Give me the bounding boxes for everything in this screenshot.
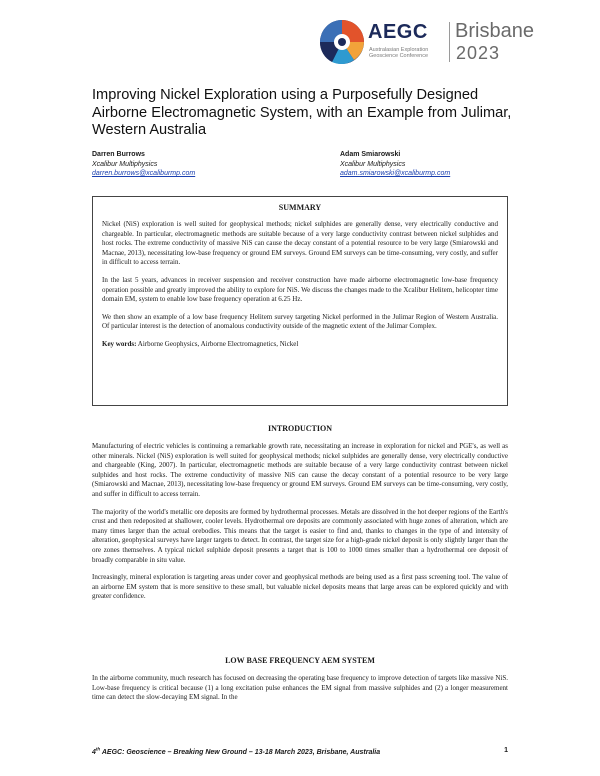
summary-box	[92, 196, 508, 406]
logo-year: 2023	[456, 43, 501, 63]
body-paragraph: Manufacturing of electric vehicles is continuing a remarkable growth rate, necessitating an increase in exploration for nickel and PGE's, as well as other minerals. Nickel (NiS) exploration is well suited for geophysical methods; nickel sulphides are generally dense, very electrically conductive and chargeable (King, 2007). In particular, electromagnetic methods are suitable because of a very large conductivity contrast between nickel sulphides and host rocks. The extreme conductivity of massive NiS can cause the decay constant of a potential resource to be very large (Smiarowski and Macnae, 2013), necessitating low-base frequency or ground EM surveys. Ground EM surveys can be time-consuming, very costly, and suffer in difficult to access terrain.	[92, 442, 508, 498]
author-block	[340, 150, 450, 179]
logo-city: Brisbane	[455, 20, 534, 42]
summary-heading: SUMMARY	[278, 203, 322, 212]
keywords	[102, 340, 498, 350]
footer-conference: AEGC: Geoscience – Breaking New Ground – 13-18 March 2023, Brisbane, Australia	[100, 749, 381, 757]
keywords-list: Airborne Geophysics, Airborne Electromagnetics, Nickel	[136, 339, 299, 348]
footer-ordinal: 4	[92, 749, 96, 757]
aegc-globe-icon	[318, 18, 366, 66]
author-email-link[interactable]: darren.burrows@xcaliburmp.com	[92, 170, 196, 177]
page-footer	[92, 747, 508, 756]
body-paragraph: In the airborne community, much research has focused on decreasing the operating base frequency to improve detection of targets like massive NiS. Low-base frequency is critical because (1) a long excitation pulse enhances the EM signal from massive sulphides and (2) a longer measurement time can detect the slow-decaying EM signal. In the	[92, 674, 508, 702]
author-affiliation: Xcalibur Multiphysics	[340, 160, 406, 168]
page-number: 1	[504, 747, 508, 754]
summary-paragraph: We then show an example of a low base frequency Helitem survey targeting Nickel performed in the Julimar Region of Western Australia. Of particular interest is the detection of anomalous conductivity outside of the magnetic extent of the Julimar Complex.	[102, 312, 498, 331]
footer-ordinal-suffix: th	[95, 747, 101, 752]
conference-logo	[318, 18, 534, 70]
summary-paragraph: In the last 5 years, advances in receiver suspension and receiver construction have made airborne electromagnetic low-base frequency operation possible and greatly improved the ability to explore for NiS. We discuss the changes made to the Xcalibur Helitem, helicopter time domain EM, system to enable low base frequency operation at 6.25 Hz.	[102, 275, 498, 304]
body-paragraph: Increasingly, mineral exploration is targeting areas under cover and geophysical methods are being used as a first pass screening tool. The value of an airborne EM system that is more sensitive to these small, but valuable nickel deposits means that large areas can be explored quickly and with greater confidence.	[92, 573, 508, 601]
footer-text	[92, 749, 380, 756]
body-paragraph: The majority of the world's metallic ore deposits are formed by hydrothermal processes. Metals are dissolved in the hot deeper regions of the Earth's crust and then redeposited at shallower, cooler levels. Hydrothermal ore deposits are commonly associated with huge zones of alteration, which are many times larger than the actual orebodies. This means that the target is easier to find and, thanks to changes in the type of and intensity of alteration, geophysical surveys have larger targets to detect. In contrast, the target size for a high-grade nickel deposit is only slightly larger than the ore zones themselves. A typical nickel sulphide deposit presents a target that is 100 to 1000 times smaller than a hydrothermal ore deposit of broadly comparable in situ value.	[92, 507, 508, 564]
logo-tagline-1: Australasian Exploration	[369, 47, 429, 53]
summary-paragraph: Nickel (NiS) exploration is well suited for geophysical methods; nickel sulphides are generally dense, very electrically conductive and chargeable. In particular, electromagnetic methods are suitable because of a very large conductivity contrast between nickel sulphides and host rocks. The extreme conductivity of massive NiS can cause the decay constant of a potential resource to be very large (Smiarowski and Macnae, 2013), necessitating low-base frequency or ground EM surveys. Ground EM surveys can be time-consuming, very costly, and suffer in difficult to access terrain.	[102, 220, 498, 267]
low-base-heading: LOW BASE FREQUENCY AEM SYSTEM	[225, 656, 375, 665]
author-affiliation: Xcalibur Multiphysics	[92, 160, 158, 168]
author-name: Darren Burrows	[92, 151, 145, 158]
paper-title: Improving Nickel Exploration using a Purposefully Designed Airborne Electromagnetic System, with an Example from Julimar, Western Australia	[92, 87, 512, 138]
low-base-body	[92, 674, 508, 711]
introduction-heading: INTRODUCTION	[267, 424, 332, 433]
author-name: Adam Smiarowski	[340, 151, 401, 158]
logo-divider	[449, 22, 450, 62]
logo-org: AEGC	[368, 21, 428, 43]
introduction-body	[92, 442, 508, 610]
keywords-label: Key words:	[102, 339, 137, 348]
author-block	[92, 150, 195, 179]
logo-tagline-2: Geoscience Conference	[369, 53, 429, 59]
author-email-link[interactable]: adam.smiarowski@xcaliburmp.com	[340, 170, 451, 177]
